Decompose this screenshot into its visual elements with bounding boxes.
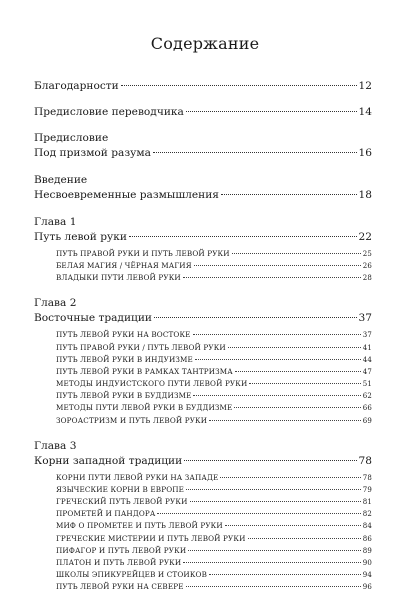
- chapter-entry-label: Путь левой руки: [34, 231, 127, 243]
- dot-leader: [184, 460, 356, 461]
- dot-leader: [194, 265, 361, 266]
- subsection-entry[interactable]: [56, 342, 372, 354]
- subsection-entry-label: ЯЗЫЧЕСКИЕ КОРНИ В ЕВРОПЕ: [56, 484, 185, 494]
- subsection-entry-label: ПУТЬ ПРАВОЙ РУКИ И ПУТЬ ЛЕВОЙ РУКИ: [56, 249, 230, 258]
- toc-section: [34, 296, 372, 426]
- subsection-entry-page-number: 89: [362, 546, 372, 555]
- subsection-entry-label: МЕТОДЫ ИНДУИСТСКОГО ПУТИ ЛЕВОЙ РУКИ: [56, 379, 248, 389]
- dot-leader: [209, 574, 361, 575]
- subsection-entry-label: ПУТЬ ПРАВОЙ РУКИ / ПУТЬ ЛЕВОЙ РУКИ: [56, 342, 226, 352]
- toc-section: [34, 131, 372, 161]
- subsection-entry[interactable]: [56, 260, 372, 272]
- subsection-entry[interactable]: [56, 484, 372, 496]
- subsection-entry[interactable]: [56, 508, 372, 520]
- subsection-entry[interactable]: [56, 569, 372, 581]
- subsection-entry-page-number: 47: [362, 367, 372, 376]
- subsection-entry-page-number: 37: [362, 331, 372, 340]
- subsection-list: [56, 329, 372, 426]
- dot-leader: [121, 85, 357, 86]
- chapter-entry-page-number: 78: [358, 454, 372, 467]
- subsection-entry-label: ПЛАТОН И ПУТЬ ЛЕВОЙ РУКИ: [56, 557, 182, 567]
- subsection-entry-page-number: 81: [362, 498, 372, 507]
- section-heading: Глава 3: [34, 439, 77, 452]
- dot-leader: [186, 111, 357, 112]
- subsection-entry-label: ПИФАГОР И ПУТЬ ЛЕВОЙ РУКИ: [56, 545, 187, 555]
- dot-leader: [153, 152, 357, 153]
- subsection-entry-label: ШКОЛЫ ЭПИКУРЕЙЦЕВ И СТОИКОВ: [56, 569, 208, 579]
- subsection-entry-page-number: 28: [362, 274, 372, 283]
- subsection-entry-page-number: 69: [362, 416, 372, 425]
- subsection-entry-page-number: 79: [362, 485, 372, 494]
- subsection-entry-label: ГРЕЧЕСКИЙ ПУТЬ ЛЕВОЙ РУКИ: [56, 497, 188, 507]
- subsection-entry[interactable]: [56, 581, 372, 593]
- subsection-entry[interactable]: [56, 520, 372, 532]
- subsection-entry-label: ВЛАДЫКИ ПУТИ ЛЕВОЙ РУКИ: [56, 273, 181, 283]
- section-heading: Глава 2: [34, 297, 77, 310]
- toc-entry-label: Благодарности: [34, 80, 119, 92]
- subsection-entry-label: ГРЕЧЕСКИЕ МИСТЕРИИ И ПУТЬ ЛЕВОЙ РУКИ: [56, 533, 246, 543]
- chapter-entry-page-number: 18: [358, 189, 372, 201]
- toc-section: [34, 173, 372, 203]
- subsection-entry[interactable]: [56, 248, 372, 260]
- chapter-entry-label: Восточные традиции: [34, 312, 152, 325]
- subsection-entry-page-number: 26: [362, 262, 372, 271]
- dot-leader: [190, 501, 361, 502]
- toc-entry[interactable]: [34, 79, 372, 94]
- dot-leader: [186, 489, 361, 490]
- chapter-entry-page-number: 37: [358, 312, 372, 325]
- subsection-entry-page-number: 44: [362, 355, 372, 364]
- chapter-entry-page-number: 16: [358, 147, 372, 159]
- subsection-entry-label: ПУТЬ ЛЕВОЙ РУКИ В ИНДУИЗМЕ: [56, 354, 193, 364]
- dot-leader: [209, 420, 361, 421]
- subsection-entry-page-number: 25: [362, 250, 372, 258]
- table-of-contents: [34, 79, 372, 605]
- subsection-entry-page-number: 86: [362, 534, 372, 543]
- chapter-entry[interactable]: [34, 311, 372, 326]
- dot-leader: [129, 236, 357, 237]
- subsection-entry[interactable]: [56, 378, 372, 390]
- chapter-entry-label: Несвоевременные размышления: [34, 189, 219, 201]
- subsection-entry-page-number: 78: [362, 473, 372, 482]
- subsection-entry-page-number: 66: [362, 404, 372, 413]
- subsection-entry-label: МЕТОДЫ ПУТИ ЛЕВОЙ РУКИ В БУДДИЗМЕ: [56, 403, 233, 413]
- dot-leader: [183, 277, 361, 278]
- subsection-entry[interactable]: [56, 545, 372, 557]
- subsection-entry[interactable]: [56, 329, 372, 341]
- dot-leader: [188, 550, 361, 551]
- dot-leader: [193, 395, 360, 396]
- toc-section: [34, 215, 372, 284]
- section-heading: Предисловие: [34, 132, 109, 144]
- subsection-entry[interactable]: [56, 533, 372, 545]
- subsection-entry[interactable]: [56, 472, 372, 484]
- dot-leader: [157, 513, 360, 514]
- subsection-entry-label: КОРНИ ПУТИ ЛЕВОЙ РУКИ НА ЗАПАДЕ: [56, 472, 219, 482]
- chapter-entry-page-number: 22: [358, 231, 372, 243]
- chapter-entry[interactable]: [34, 188, 372, 203]
- subsection-entry-label: ПРОМЕТЕЙ И ПАНДОРА: [56, 509, 156, 519]
- subsection-list: [56, 248, 372, 284]
- dot-leader: [232, 253, 361, 254]
- subsection-entry[interactable]: [56, 557, 372, 569]
- toc-entry-page-number: 14: [358, 106, 372, 118]
- dot-leader: [235, 371, 361, 372]
- subsection-entry-page-number: 41: [362, 343, 372, 352]
- dot-leader: [183, 562, 360, 563]
- page-title: Содержание: [150, 34, 260, 53]
- toc-entry-label: Предисловие переводчика: [34, 106, 184, 118]
- subsection-entry-page-number: 84: [362, 522, 372, 531]
- chapter-entry-label: Под призмой разума: [34, 147, 151, 159]
- subsection-entry-page-number: 51: [362, 380, 372, 389]
- dot-leader: [193, 334, 361, 335]
- dot-leader: [248, 538, 361, 539]
- dot-leader: [154, 317, 357, 318]
- chapter-entry[interactable]: [34, 146, 372, 161]
- subsection-entry[interactable]: [56, 272, 372, 284]
- subsection-entry-label: БЕЛАЯ МАГИЯ / ЧЁРНАЯ МАГИЯ: [56, 261, 192, 271]
- toc-entry[interactable]: [34, 105, 372, 120]
- subsection-entry-page-number: 90: [362, 558, 372, 567]
- chapter-entry[interactable]: [34, 454, 372, 469]
- subsection-entry-page-number: 94: [362, 570, 372, 579]
- subsection-entry-label: ЗОРОАСТРИЗМ И ПУТЬ ЛЕВОЙ РУКИ: [56, 415, 208, 425]
- subsection-entry[interactable]: [56, 390, 372, 402]
- section-heading: Введение: [34, 174, 88, 186]
- dot-leader: [249, 383, 360, 384]
- dot-leader: [195, 359, 361, 360]
- subsection-entry[interactable]: [56, 402, 372, 414]
- subsection-list: [56, 472, 372, 594]
- chapter-entry-label: Корни западной традиции: [34, 454, 183, 467]
- subsection-entry[interactable]: [56, 366, 372, 378]
- dot-leader: [225, 525, 361, 526]
- subsection-entry-label: ПУТЬ ЛЕВОЙ РУКИ В РАМКАХ ТАНТРИЗМА: [56, 366, 233, 376]
- dot-leader: [220, 477, 360, 478]
- subsection-entry-page-number: 82: [362, 510, 372, 519]
- subsection-entry-page-number: 62: [362, 392, 372, 401]
- dot-leader: [228, 347, 361, 348]
- subsection-entry[interactable]: [56, 354, 372, 366]
- dot-leader: [221, 194, 357, 195]
- subsection-entry[interactable]: [56, 415, 372, 427]
- subsection-entry-page-number: 96: [362, 583, 372, 592]
- toc-section: [34, 439, 372, 594]
- subsection-entry[interactable]: [56, 496, 372, 508]
- subsection-entry-label: ПУТЬ ЛЕВОЙ РУКИ НА ВОСТОКЕ: [56, 330, 191, 340]
- section-heading: Глава 1: [34, 216, 77, 228]
- dot-leader: [234, 407, 360, 408]
- chapter-entry[interactable]: [34, 230, 372, 245]
- toc-entry-page-number: 12: [358, 80, 372, 92]
- subsection-entry-label: ПУТЬ ЛЕВОЙ РУКИ НА СЕВЕРЕ: [56, 582, 184, 592]
- subsection-entry-label: МИФ О ПРОМЕТЕЕ И ПУТЬ ЛЕВОЙ РУКИ: [56, 521, 223, 531]
- subsection-entry-label: ПУТЬ ЛЕВОЙ РУКИ В БУДДИЗМЕ: [56, 391, 192, 401]
